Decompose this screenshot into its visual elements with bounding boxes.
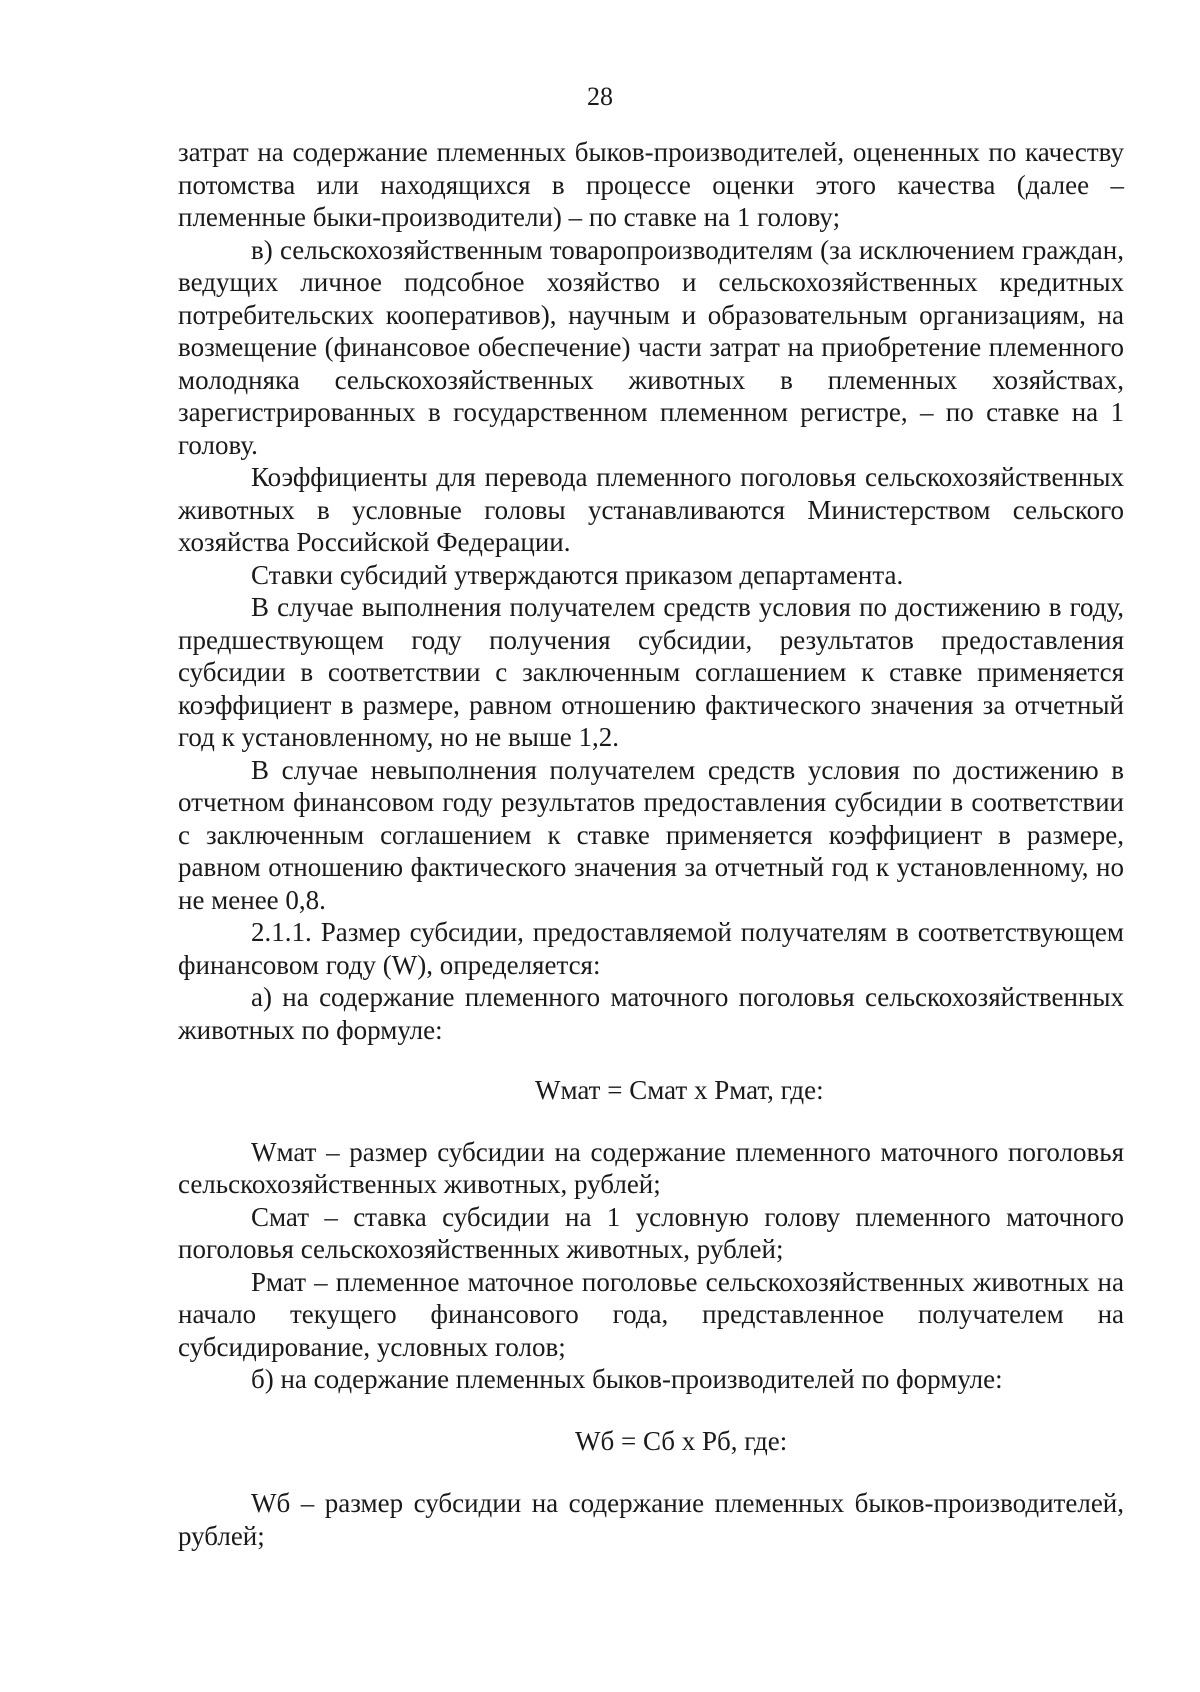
formula-wb: Wб = Сб х Рб, где:	[575, 1425, 788, 1456]
paragraph: Рмат – племенное маточное поголовье сельскохозяйственных животных на начало текущего финансового года, представленное получателем на субсидирование, условных голов;	[178, 1266, 1124, 1362]
paragraph: В случае невыполнения получателем средств условия по достижению в отчетном финансовом году результатов предоставления субсидии в соответствии с заключенным соглашением к ставке применяется коэффициент в размере, равном отношению фактического значения за отчетный год к установленному, но не менее 0,8.	[178, 754, 1124, 915]
paragraph: Ставки субсидий утверждаются приказом департамента.	[251, 559, 904, 590]
paragraph: Смат – ставка субсидии на 1 условную голову племенного маточного поголовья сельскохозяйственных животных, рублей;	[178, 1201, 1124, 1264]
paragraph: а) на содержание племенного маточного поголовья сельскохозяйственных животных по формуле:	[178, 982, 1124, 1045]
paragraph: затрат на содержание племенных быков-производителей, оцененных по качеству потомства или находящихся в процессе оценки этого качества (далее – племенные быки-производители) – по ставке на 1 голову;	[178, 137, 1124, 232]
paragraph: б) на содержание племенных быков-производителей по формуле:	[251, 1364, 1003, 1394]
document-body	[178, 136, 1124, 1552]
paragraph: Wб – размер субсидии на содержание племенных быков-производителей, рублей;	[178, 1488, 1124, 1551]
paragraph: в) сельскохозяйственным товаропроизводителям (за исключением граждан, ведущих личное подсобное хозяйство и сельскохозяйственных кредитных потребительских кооперативов), научным и образовательным организациям, на возмещение (финансовое обеспечение) части затрат на приобретение племенного молодняка сельскохозяйственных животных в племенных хозяйствах, зарегистрированных в государственном племенном регистре, – по ставке на 1 голову.	[178, 234, 1124, 460]
page-number: 28	[587, 82, 613, 111]
paragraph: 2.1.1. Размер субсидии, предоставляемой получателям в соответствующем финансовом году (W), определяется:	[178, 917, 1124, 980]
paragraph: Коэффициенты для перевода племенного поголовья сельскохозяйственных животных в условные головы устанавливаются Министерством сельского хозяйства Российской Федерации.	[178, 462, 1124, 557]
paragraph: Wмат – размер субсидии на содержание племенного маточного поголовья сельскохозяйственных животных, рублей;	[178, 1136, 1124, 1199]
paragraph: В случае выполнения получателем средств условия по достижению в году, предшествующем году получения субсидии, результатов предоставления субсидии в соответствии с заключенным соглашением к ставке применяется коэффициент в размере, равном отношению фактического значения за отчетный год к установленному, но не выше 1,2.	[178, 592, 1124, 752]
formula-wmat: Wмат = Смат х Рмат, где:	[535, 1075, 824, 1105]
